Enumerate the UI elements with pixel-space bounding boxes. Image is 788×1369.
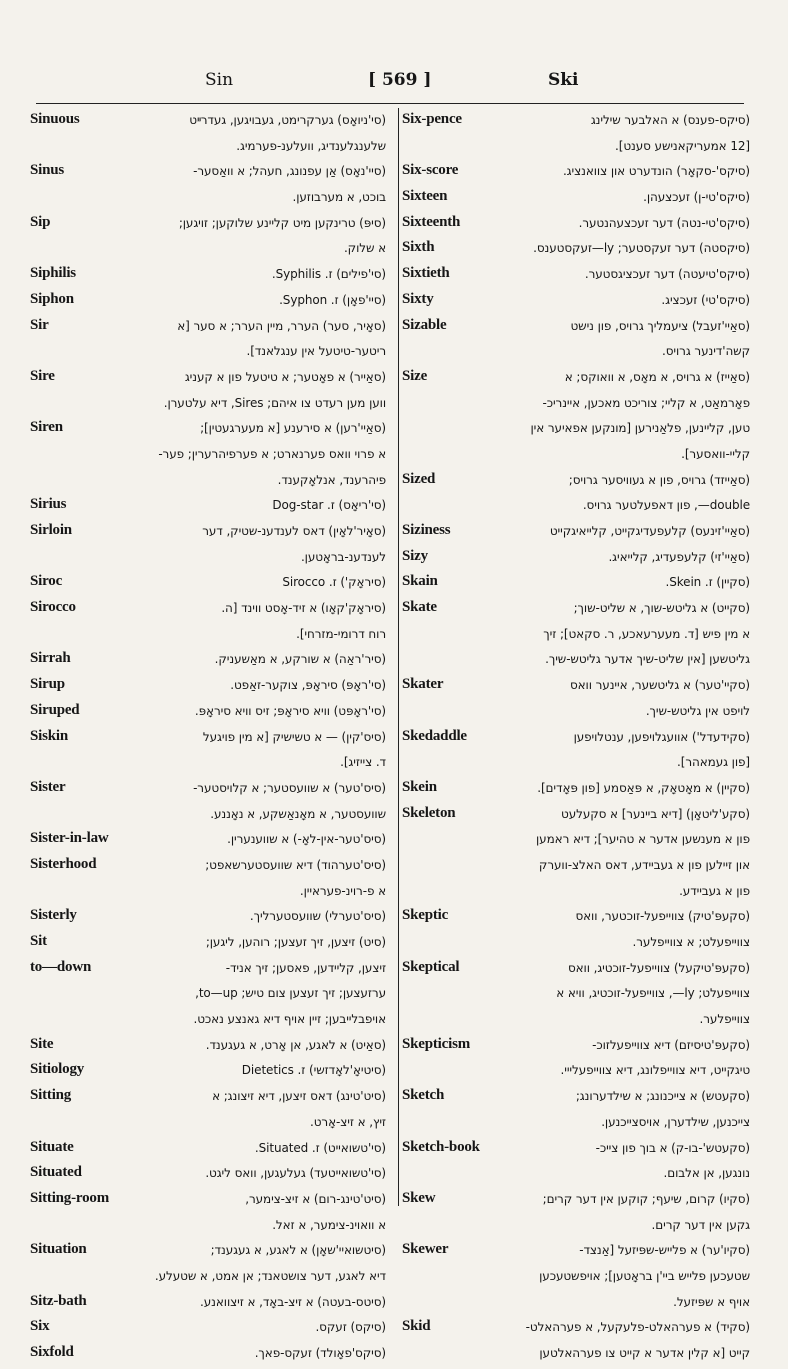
definition-text: אויפבלייבען; זיין אויף דיא גאנצע נאכט. (193, 1012, 386, 1027)
dictionary-entry (402, 367, 750, 393)
headword: Sir (30, 316, 49, 333)
headword: Sitz-bath (30, 1292, 87, 1309)
definition-text: (סיקס'-סקאָר) הונדערט און צוואנציג. (562, 164, 750, 179)
headword: Sip (30, 213, 51, 230)
entry-continuation-line (402, 444, 750, 470)
dictionary-entry (30, 1317, 392, 1343)
definition-text: (סיר'ראַה) א שורקע, א מאַשעניק. (214, 652, 386, 667)
definition-text: (סיט'טינג) דאס זיצען, דיא זיצונג; א (212, 1089, 386, 1104)
definition-text: טיגקייט, דיא צווייפלונג, דיא צווייפעלייי. (560, 1063, 750, 1078)
headword: Sirloin (30, 522, 72, 538)
dictionary-entry (30, 290, 392, 316)
headword: Sire (30, 367, 55, 384)
definition-text: (סקעפּ'טיק) צווייפעל-זוכטער, וואס (575, 909, 750, 924)
definition-text: (סיקס'טי-נטה) דער זעכצעהנטער. (578, 215, 750, 230)
headword: Sinus (30, 162, 65, 179)
definition-text: שוועסטער, א מאָנאַשקע, א נאָננע. (210, 806, 386, 821)
entry-continuation-line (30, 341, 392, 367)
definition-text: (סקעפּ'טיקעל) צווייפעל-זוכטיג, וואס (567, 960, 750, 975)
definition-text: (סאַיי'זינעס) קלעפעדיגקייט, קלייאיגקייט (549, 524, 750, 538)
definition-text: פון א געביידע. (679, 883, 750, 898)
headword: Sitting-room (30, 1189, 109, 1206)
entry-continuation-line (30, 547, 392, 573)
definition-text: (סאָיר'לאָין) דאס לענדענ-שטיק, דער (202, 524, 386, 538)
definition-text: (סיט'טינג-רום) א זיצ-צימער, (245, 1191, 386, 1206)
definition-text: double—, פון דאפעלטער גרויס. (582, 498, 750, 513)
definition-text: (סקיד) א פערהאלט-פלעקעל, א פערהאלט- (525, 1320, 750, 1335)
definition-text: (סקיין) א מאָטאָק, א פּאַסמע [פון פּאָדים]. (537, 780, 750, 795)
definition-text: (סיטס-בעטה) א זיצ-באָד, א זיצוואנע. (200, 1294, 386, 1309)
page-number: [ 569 ] (368, 70, 432, 90)
definition-text: א שלוק. (343, 241, 386, 256)
headword: Sirocco (30, 599, 76, 616)
definition-text: לענדענ-בראָטען. (300, 549, 386, 564)
definition-text: [פון געמאהר]. (677, 755, 750, 770)
definition-text: צווייפעלט; א צווייפלער. (632, 935, 750, 949)
definition-text: (סיי'נאָס) אַן עפנונג, חעהל; א וואַסער- (193, 164, 386, 179)
dictionary-entry (402, 1138, 750, 1164)
headword: Siroc (30, 573, 63, 590)
definition-text: (סיקס'טי-ן) זעכצעהן. (643, 190, 750, 205)
dictionary-entry (402, 316, 750, 342)
headword: Siphilis (30, 265, 76, 282)
definition-text: (סקעטש'-בו-ק) א בוך פון צייכ- (595, 1140, 750, 1155)
dictionary-entry (30, 1292, 392, 1318)
dictionary-entry (30, 1189, 392, 1215)
entry-continuation-line (402, 649, 750, 675)
headword: Sketch (402, 1087, 445, 1104)
definition-text: (סיראָק'קאָו) א זיד-אָסט ווינד [ה. (221, 601, 386, 616)
headword: Siziness (402, 522, 451, 538)
definition-text: (סיראָק') ז. Sirocco (282, 575, 386, 590)
headword: Six (30, 1318, 50, 1335)
dictionary-entry (30, 521, 392, 547)
definition-text: (סיקסטה) דער זעקסטער; ly—זעקסטענס. (533, 241, 750, 256)
entry-continuation-line (30, 1215, 392, 1241)
dictionary-entry (402, 213, 750, 239)
headword: Sister (30, 778, 66, 795)
definition-text: זיץ, א זיצ-אָרט. (310, 1114, 386, 1129)
definition-text: פאָרמאַט, א קליי; צוריכט מאכען, איינריכ- (542, 395, 750, 410)
definition-text: (סאַייר) א פאָטער; א טיטעל פון א קעניג (184, 369, 386, 384)
headword: Sizable (402, 316, 447, 333)
definition-text: לויפט אין גליטש-שיך. (645, 703, 750, 718)
dictionary-entry (30, 161, 392, 187)
definition-text: (סקייט) א גליטש-שוך, א שליט-שוך; (573, 601, 750, 616)
dictionary-entry (30, 727, 392, 753)
entry-continuation-line (402, 932, 750, 958)
definition-text: (סיס'טערלי) שוועסטערליך. (249, 909, 386, 924)
entry-continuation-line (402, 1215, 750, 1241)
headword: Sister-in-law (30, 830, 109, 847)
entry-continuation-line (402, 1163, 750, 1189)
headword: Sitting (30, 1087, 72, 1104)
dictionary-entry (30, 778, 392, 804)
definition-text: (סיקס'פאָולד) זעקס-פאך. (254, 1346, 386, 1360)
entry-continuation-line (402, 136, 750, 162)
definition-text: (סי'ראָפּ) סיראָפּ, צוקער-זאַפט. (230, 678, 386, 693)
definition-text: ווען מען רעדט צו איהם; Sires, דיא עלטערן. (163, 395, 386, 410)
headword: Siren (30, 419, 63, 436)
dictionary-entry (30, 675, 392, 701)
left-column (30, 110, 392, 1369)
headword: Sirius (30, 496, 67, 513)
definition-text: (סי'טשואייטעד) געלעגען, וואס ליגט. (205, 1166, 386, 1181)
definition-text: (סקע'ליטאָן) [דיא ביינער] א סקעלעט (561, 806, 750, 821)
dictionary-entry (402, 1317, 750, 1343)
definition-text: (סאַיי'זי) קלעפעדיג, קלייאיג. (608, 549, 750, 564)
definition-text: (סי'ראָפּט) וויא סיראָפּ; זיס וויא סיראָפּ. (194, 703, 386, 718)
dictionary-entry (402, 598, 750, 624)
dictionary-entry (402, 1086, 750, 1112)
dictionary-entry (402, 521, 750, 547)
definition-text: פון א מענשען אדער א טהיער]; דיא ראמען (536, 832, 750, 847)
headword: Size (402, 367, 428, 384)
dictionary-entry (30, 1035, 392, 1061)
entry-continuation-line (402, 752, 750, 778)
entry-continuation-line (402, 1009, 750, 1035)
definition-text: קליי-וואסער]. (681, 446, 750, 461)
headword: Skid (402, 1318, 431, 1335)
right-column (402, 110, 750, 1369)
definition-text: (סאַיי'רען) א סירענע [א מעערגעטין]; (200, 421, 386, 436)
definition-text: (סי'ניואָס) גערקרימט, געבויגען, געדרײט (189, 113, 386, 127)
entry-continuation-line (402, 1266, 750, 1292)
dictionary-entry (402, 1240, 750, 1266)
definition-text: (סקיי'טער) א גליטשער, איינער וואס (569, 678, 750, 693)
headword: Sketch-book (402, 1138, 480, 1155)
dictionary-entry (402, 958, 750, 984)
definition-text: ערזעצען; זיך זעצען צום טיש; to—up, (195, 986, 386, 1001)
dictionary-entry (402, 290, 750, 316)
definition-text: (סאָיר, סער) הערר, מיין הערר; א סער [א (177, 318, 386, 333)
headword: Skew (402, 1189, 436, 1206)
headword: Sixteen (402, 188, 448, 205)
entry-continuation-line (402, 881, 750, 907)
definition-text: (סיקס'טי) זעכציג. (661, 292, 750, 307)
entry-continuation-line (30, 136, 392, 162)
definition-text: זיצען, קליידען, פאסען; זיך אניד- (225, 960, 386, 975)
headword: Sitiology (30, 1061, 85, 1078)
dictionary-entry (402, 778, 750, 804)
definition-text: (סקעטש) א צייכנונג; א שילדערונג; (575, 1089, 750, 1104)
entry-continuation-line (30, 804, 392, 830)
definition-text: (סקיין) ז. Skein. (665, 575, 750, 590)
definition-text: צווייפלער. (699, 1012, 750, 1027)
definition-text: (סיטשואיי'שאָן) א לאגע, א געגענד; (210, 1243, 386, 1258)
definition-text: שטעכען פלייש ביי'ן בראָטען]; אויפשטעכען (539, 1268, 750, 1283)
header-left-guide-word: Sin (205, 70, 234, 90)
headword: Skedaddle (402, 727, 467, 744)
headword: Skain (402, 573, 438, 590)
definition-text: (סיפּ) טרינקען מיט קליינע שלוקען; זויגען; (178, 215, 386, 230)
dictionary-entry (402, 572, 750, 598)
definition-text: (סאַייז) א גרויס, א מאָס, א וואוקס; א (564, 369, 750, 384)
dictionary-entry (402, 675, 750, 701)
headword: Sit (30, 933, 47, 949)
dictionary-entry (30, 367, 392, 393)
definition-text: (סאַיט) א לאגע, אן אָרט, א געגענד. (205, 1037, 386, 1052)
definition-text: רוח דרומי-מזרחי]. (296, 626, 386, 641)
dictionary-entry (402, 547, 750, 573)
headword: Situate (30, 1138, 74, 1155)
definition-text: דיא לאגע, דער צושטאנד; אן אמט, א שטעלע. (154, 1268, 386, 1283)
entry-continuation-line (30, 881, 392, 907)
dictionary-entry (402, 1035, 750, 1061)
definition-text: א פ-רוינ-פעראיין. (299, 883, 386, 898)
definition-text: (סאַיי'זעבל) ציעמליך גרויס, פון נישט (570, 318, 750, 333)
entry-continuation-line (30, 444, 392, 470)
definition-text: א פרוי וואס פערנארט; א פערפיהרערין; פער- (158, 446, 386, 461)
dictionary-entry (402, 1189, 750, 1215)
headword: Siskin (30, 727, 68, 744)
headword: Skein (402, 778, 437, 795)
definition-text: נונגען, אן אלבום. (663, 1166, 750, 1181)
definition-text: א וואוינ-צימער, א זאל. (272, 1217, 386, 1232)
dictionary-entry (30, 701, 392, 727)
entry-continuation-line (30, 393, 392, 419)
definition-text: צייכנען, שילדערן, אויסצייכנען. (601, 1114, 750, 1129)
definition-text: (סיט) זיצען, זיך זעצען; רוהען, ליגען; (205, 935, 386, 949)
entry-continuation-line (402, 1112, 750, 1138)
entry-continuation-line (402, 701, 750, 727)
entry-continuation-line (30, 752, 392, 778)
dictionary-entry (30, 932, 392, 958)
dictionary-entry (402, 470, 750, 496)
headword: Situated (30, 1164, 82, 1181)
dictionary-entry (30, 958, 392, 984)
definition-text: פיהרענד, אנלאָקענד. (277, 472, 386, 487)
definition-text: [12 אמעריקאנישע סענט]. (615, 138, 750, 153)
headword: Sixtieth (402, 265, 450, 282)
definition-text: צווייפעלט; ly—, צווייפעל-זוכטיג, וויא א (556, 986, 750, 1001)
entry-continuation-line (30, 624, 392, 650)
dictionary-entry (30, 264, 392, 290)
definition-text: (סי'ריאָס) ז. Dog-star (272, 498, 386, 513)
definition-text: אויף א שפּיזעל. (673, 1294, 750, 1309)
entry-continuation-line (402, 393, 750, 419)
dictionary-entry (30, 598, 392, 624)
headword: Sisterhood (30, 855, 97, 872)
definition-text: א מין פיש [ד. מעערעאכע, ר. סקאט]; זיך (543, 626, 750, 641)
entry-continuation-line (30, 238, 392, 264)
headword: Sixty (402, 290, 434, 307)
entry-continuation-line (402, 418, 750, 444)
dictionary-entry (30, 495, 392, 521)
entry-continuation-line (402, 1060, 750, 1086)
dictionary-entry (402, 727, 750, 753)
dictionary-entry (30, 572, 392, 598)
header-rule (36, 103, 744, 104)
definition-text: טען, קליינען, פלאַנירען [מונקען אפאיער אין (530, 421, 750, 436)
headword: Skeptic (402, 907, 449, 924)
definition-text: ריטער-טיטעל אין ענגלאנד]. (246, 344, 386, 359)
definition-text: (סיקס) זעקס. (315, 1320, 386, 1335)
headword: Skate (402, 599, 437, 616)
headword: Sirrah (30, 650, 71, 667)
dictionary-entry (30, 1240, 392, 1266)
dictionary-entry (30, 110, 392, 136)
dictionary-entry (30, 649, 392, 675)
page-header (0, 70, 788, 94)
headword: Sixth (402, 239, 435, 256)
entry-continuation-line (402, 624, 750, 650)
entry-continuation-line (402, 1343, 750, 1369)
definition-text: (סיס'טער-אין-לאָ-) א שווענערין. (227, 832, 386, 847)
definition-text: קשה'דינער גרויס. (662, 344, 750, 359)
dictionary-entry (30, 316, 392, 342)
entry-continuation-line (402, 855, 750, 881)
header-right-guide-word: Ski (548, 70, 579, 90)
definition-text: קייט [א קלין אדער א קייט צו פערהאלטען (539, 1346, 750, 1360)
dictionary-entry (402, 238, 750, 264)
definition-text: גליטשען [אין שליט-שיך אדער גליטש-שיך. (545, 652, 750, 667)
entry-continuation-line (402, 495, 750, 521)
entry-continuation-line (30, 187, 392, 213)
headword: Sixteenth (402, 213, 461, 230)
entry-continuation-line (30, 1009, 392, 1035)
headword: Skater (402, 676, 444, 693)
headword: Skeleton (402, 804, 456, 821)
definition-text: (סיקס-פענס) א האלבער שילינג (590, 113, 750, 127)
entry-continuation-line (402, 341, 750, 367)
dictionary-entry (30, 1163, 392, 1189)
entry-continuation-line (30, 470, 392, 496)
dictionary-entry (30, 1086, 392, 1112)
headword: Sizy (402, 547, 428, 564)
headword: Sisterly (30, 907, 77, 924)
definition-text: (סקיו'ער) א פלייש-שפּיזעל [אַנצד- (579, 1243, 750, 1258)
dictionary-entry (30, 1138, 392, 1164)
dictionary-entry (402, 804, 750, 830)
headword: Six-pence (402, 111, 462, 127)
dictionary-entry (30, 418, 392, 444)
dictionary-entry (30, 855, 392, 881)
headword: to—down (30, 958, 92, 975)
dictionary-entry (30, 829, 392, 855)
entry-continuation-line (402, 829, 750, 855)
headword: Skepticism (402, 1035, 471, 1052)
dictionary-entry (402, 110, 750, 136)
dictionary-entry (402, 187, 750, 213)
entry-continuation-line (402, 983, 750, 1009)
headword: Siruped (30, 701, 80, 718)
headword: Skeptical (402, 958, 460, 975)
definition-text: (סקיו) קרום, שיעף; קוקען אין דער קרים; (542, 1191, 750, 1206)
headword: Situation (30, 1241, 87, 1258)
headword: Site (30, 1035, 54, 1052)
definition-text: (סקעפּ'טיסיזם) דיא צווייפעלזוכ- (592, 1037, 750, 1052)
definition-text: גקען אין דער קרים. (651, 1217, 750, 1232)
definition-text: (סקידעדל') אוועגלויפען, ענטלויפען (573, 729, 750, 744)
definition-text: בוכט, א מערבוזען. (292, 190, 386, 205)
definition-text: (סאַייזד) גרויס, פון א געוויסער גרויס; (568, 472, 750, 487)
dictionary-entry (30, 1343, 392, 1369)
headword: Sirup (30, 676, 65, 693)
dictionary-entry (30, 1060, 392, 1086)
definition-text: (סי'פילים) ז. Syphilis. (271, 267, 386, 282)
headword: Sized (402, 470, 436, 487)
headword: Sinuous (30, 111, 80, 127)
definition-text: ד. צייזיג]. (340, 755, 386, 770)
definition-text: (סי'טשואייט) ז. Situated. (254, 1140, 386, 1155)
entry-continuation-line (30, 983, 392, 1009)
dictionary-entry (402, 264, 750, 290)
entry-continuation-line (402, 1292, 750, 1318)
dictionary-entry (402, 161, 750, 187)
definition-text: (סיס'טערהוד) דיא שוועסטערשאפט; (205, 857, 386, 872)
definition-text: (סיי'פאָן) ז. Syphon. (279, 292, 386, 307)
dictionary-entry (30, 906, 392, 932)
definition-text: (סיס'טער) א שוועסטער; א קלויסטער- (193, 780, 386, 795)
entry-continuation-line (30, 1266, 392, 1292)
entry-continuation-line (30, 1112, 392, 1138)
dictionary-entry (30, 213, 392, 239)
definition-text: און זיילען פון א געביידע, דאס האלצ-ווערק (538, 857, 750, 872)
definition-text: (סיקס'טיעטה) דער זעכציגסטער. (584, 267, 750, 282)
column-divider (398, 108, 399, 1206)
definition-text: שלענגלענדיג, וועלענ-פערמיג. (236, 138, 386, 153)
headword: Skewer (402, 1241, 449, 1258)
definition-text: (סיס'קין) — א טשישיק [א מין פויגעל (202, 729, 386, 744)
headword: Siphon (30, 290, 74, 307)
headword: Six-score (402, 162, 459, 179)
definition-text: (סיטיאָ'לאָדזשי) ז. Dietetics (241, 1063, 386, 1078)
dictionary-entry (402, 906, 750, 932)
headword: Sixfold (30, 1344, 74, 1360)
